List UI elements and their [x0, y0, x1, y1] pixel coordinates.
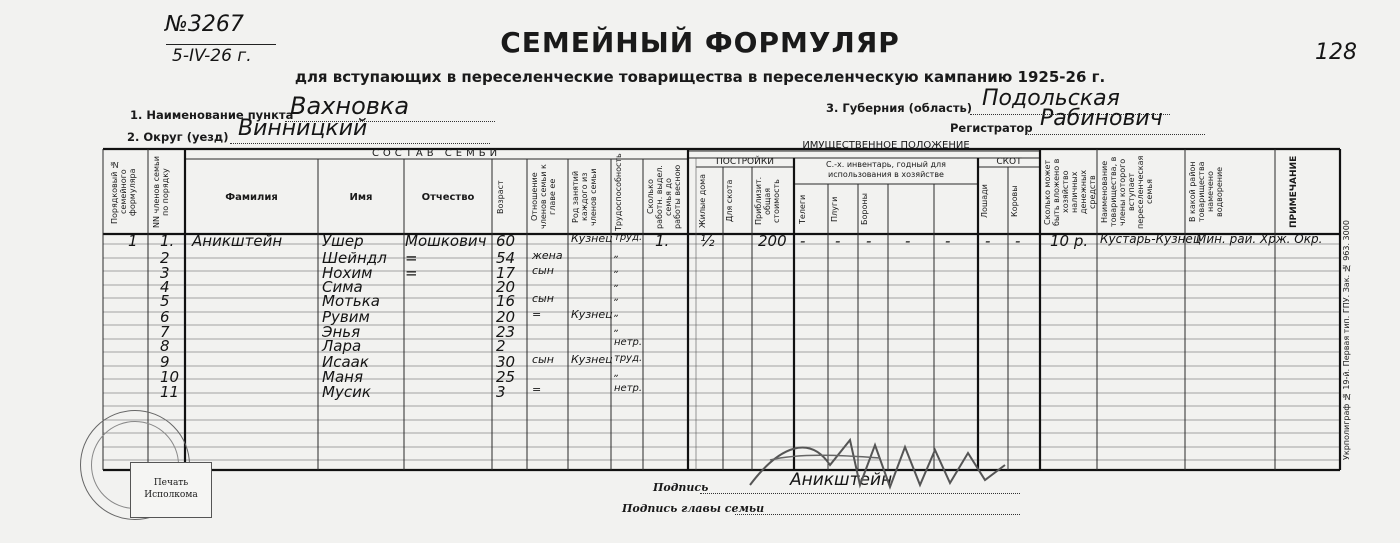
col-carts: Телеги	[798, 194, 807, 224]
cell-patronymic: =	[405, 249, 418, 267]
handwritten-signature	[740, 425, 1020, 515]
cell-age: 25	[496, 368, 516, 386]
cell-ability: нетр.	[614, 337, 643, 348]
cell-no: 5	[160, 292, 170, 310]
col-partnership: Наименование товарищества, в члены которого вступает переселенческая семья	[1100, 155, 1154, 229]
cell-age: 2	[496, 337, 506, 355]
stamp-box	[130, 462, 212, 518]
province-value: Подольская	[982, 86, 1120, 111]
cell-age: 54	[496, 249, 516, 267]
cell-ability: „	[614, 292, 620, 303]
registrar-label: Регистратор	[950, 121, 1033, 135]
cell-form-number: 1	[128, 232, 138, 250]
cell-ability: „	[614, 249, 620, 260]
col-region: В какой район товарищества намечено водворение	[1188, 161, 1224, 223]
province-label: 3. Губерния (область)	[826, 101, 973, 115]
col-houses: Жилые дома	[698, 173, 707, 229]
settlement-label: 1. Наименование пункта	[130, 108, 294, 122]
cell-age: 16	[496, 292, 516, 310]
cell-value: 200	[758, 232, 787, 250]
cell-age: 3	[496, 383, 506, 401]
col-age: Возраст	[496, 180, 505, 214]
col-relation: Отношение членов семьи к главе ее	[530, 164, 557, 230]
cell-no: 7	[160, 323, 170, 341]
cell-name: Ушер	[322, 232, 364, 250]
group-livestock-header: СКОТ	[996, 157, 1022, 167]
cell-no: 6	[160, 308, 170, 326]
cell-ability: нетр.	[614, 383, 643, 394]
cell-no: 11	[160, 383, 180, 401]
cell-name: Сима	[322, 278, 363, 296]
cell-name: Рувим	[322, 308, 370, 326]
group-inventory-header: С.-х. инвентарь, годный для использования в хозяйстве	[826, 160, 946, 179]
col-cash: Сколько может быть вложено в хозяйство наличных денежных средств	[1043, 158, 1097, 226]
group-buildings-header: ПОСТРОЙКИ	[716, 157, 774, 167]
group-property-header: ИМУЩЕСТВЕННОЕ ПОЛОЖЕНИЕ	[802, 140, 970, 151]
cell-ability: труд.	[614, 232, 643, 243]
cell-dash: -	[835, 232, 841, 250]
col-notes: ПРИМЕЧАНИЕ	[1289, 155, 1299, 229]
cell-relation: сын	[532, 353, 554, 366]
signature-label: Подпись	[653, 481, 709, 494]
col-horses: Лошади	[980, 184, 989, 218]
document-date: 5-IV-26 г.	[172, 46, 252, 66]
cell-age: 60	[496, 232, 516, 250]
cell-no: 2	[160, 249, 170, 267]
cell-no: 3	[160, 264, 170, 282]
cell-houses: ½	[700, 232, 715, 250]
cell-name: Мотька	[322, 292, 380, 310]
form-subtitle: для вступающих в переселенческие товарищества в переселенческую кампанию 1925-26 г.	[294, 68, 1106, 86]
cell-age: 17	[496, 264, 516, 282]
cell-ability: труд.	[614, 353, 643, 364]
col-ploughs: Плуги	[830, 196, 839, 222]
cell-cash: 10 р.	[1050, 232, 1089, 250]
col-cattle-sheds: Для скота	[725, 179, 734, 223]
col-value: Приблизит. общая стоимость	[754, 176, 781, 226]
cell-ability: „	[614, 323, 620, 334]
cell-dash: -	[905, 232, 911, 250]
cell-name: Исаак	[322, 353, 369, 371]
cell-ability: „	[614, 368, 620, 379]
col-patronymic: Отчество	[421, 192, 475, 203]
cell-relation: сын	[532, 264, 554, 277]
cell-name: Нохим	[322, 264, 373, 282]
cell-patronymic: Мошкович	[405, 232, 487, 250]
cell-name: Шейндл	[322, 249, 387, 267]
cell-relation: сын	[532, 292, 554, 305]
cell-occupation: Кузнец	[571, 353, 613, 366]
cell-workers: 1.	[655, 232, 670, 250]
registrar-value: Рабинович	[1040, 106, 1163, 131]
col-form-no: Порядковый № семейного формуляра	[110, 160, 137, 224]
col-workers: Сколько работн. выдел. семья до работы весною	[646, 164, 682, 230]
cell-name: Мусик	[322, 383, 371, 401]
cell-dash: -	[985, 232, 991, 250]
group-family-header: СОСТАВ СЕМЬИ	[371, 148, 502, 159]
cell-partnership: Кустарь-Кузнец	[1100, 232, 1201, 246]
cell-relation: =	[532, 308, 542, 321]
cell-no: 8	[160, 337, 170, 355]
cell-name: Маня	[322, 368, 363, 386]
cell-ability: „	[614, 278, 620, 289]
district-value: Винницкий	[238, 116, 368, 141]
col-occupation: Род занятий каждого из членов семьи	[571, 168, 598, 226]
cell-age: 20	[496, 308, 516, 326]
page-number: 128	[1315, 40, 1357, 65]
cell-no: 10	[160, 368, 180, 386]
col-surname: Фамилия	[225, 192, 278, 203]
cell-occupation: Кузнец	[571, 308, 613, 321]
cell-surname: Аникштейн	[192, 232, 283, 250]
cell-dash: -	[800, 232, 806, 250]
cell-no: 9	[160, 353, 170, 371]
cell-relation: жена	[532, 249, 563, 262]
stamp-text: Печать Исполкома	[144, 478, 198, 500]
cell-occupation: Кузнец	[571, 232, 613, 245]
cell-ability: „	[614, 308, 620, 319]
cell-age: 30	[496, 353, 516, 371]
col-member-no: NN членов семьи по порядку	[152, 156, 170, 228]
cell-no: 4	[160, 278, 170, 296]
printer-note: Укрполиграф № 19-й. Первая тип. ГПУ. Зак. № 963. 3000	[1342, 220, 1351, 460]
col-name: Имя	[349, 192, 373, 203]
settlement-value: Вахновка	[290, 92, 410, 120]
district-label: 2. Округ (уезд)	[127, 130, 229, 144]
cell-region: Мин. рай. Хрж. Окр.	[1196, 232, 1323, 246]
cell-dash: -	[1015, 232, 1021, 250]
cell-dash: -	[945, 232, 951, 250]
head-signature-label: Подпись главы семьи	[622, 502, 765, 515]
cell-age: 23	[496, 323, 516, 341]
document-number: №3267	[165, 12, 244, 37]
col-cows: Коровы	[1010, 185, 1019, 217]
cell-patronymic: =	[405, 264, 418, 282]
signature-value: Аникштейн	[790, 470, 893, 490]
cell-no: 1.	[160, 232, 175, 250]
col-harrows: Бороны	[860, 193, 869, 225]
cell-age: 20	[496, 278, 516, 296]
form-title: СЕМЕЙНЫЙ ФОРМУЛЯР	[500, 26, 900, 59]
cell-dash: -	[866, 232, 872, 250]
col-ability: Трудоспособность	[614, 153, 623, 231]
cell-name: Энья	[322, 323, 361, 341]
cell-ability: „	[614, 264, 620, 275]
cell-relation: =	[532, 383, 542, 396]
cell-name: Лара	[322, 337, 362, 355]
